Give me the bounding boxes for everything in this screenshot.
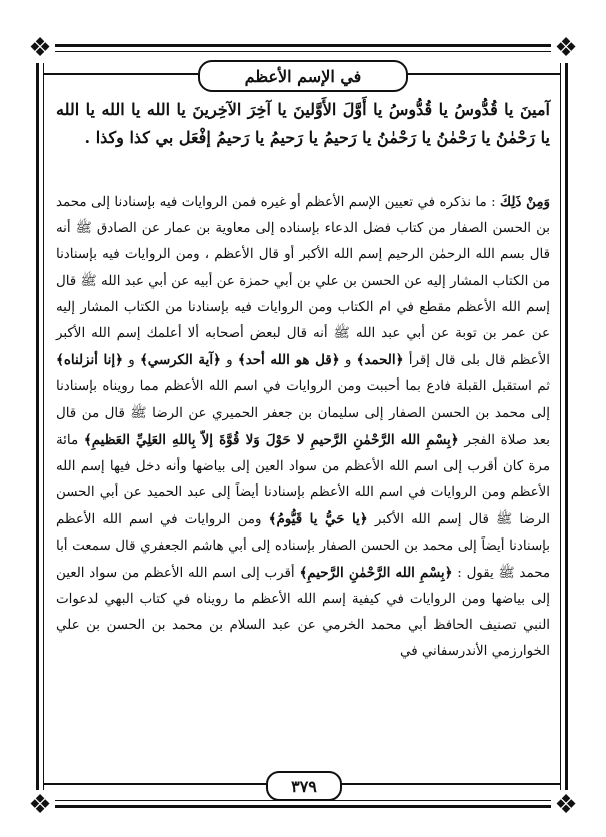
text-segment: و [128, 353, 135, 369]
header-rule-left [43, 73, 198, 75]
supplication-paragraph: آمينَ يا قُدُّوسُ يا قُدُّوسُ يا أَوَّلَ الأَوَّلينَ يا آخِرَ الآخِرينَ يا الله يا الله يا الله يا رَحْمٰنُ يا رَحْمٰنُ يا رَحْمٰنُ يا رَحيمُ يا رَحيمُ يا رَحيمُ إفْعَل بي كذا وكذا . [56, 100, 550, 147]
corner-ornament-top-right: ❖ [551, 33, 581, 63]
corner-ornament-bottom-right: ❖ [551, 790, 581, 820]
quran-citation: ﴿آية الكرسي﴾ [139, 352, 221, 369]
text-segment: ثم استقبل القبلة فادع بما أحببت ومن الروايات في اسم الله الأعظم مما رويناه بإسنادنا إلى محمد بن الحسن الصفار إلى سليمان بن جعفر الحميري عن الرضا ﷺ قال من قال بعد صلاة الفجر [56, 379, 550, 448]
text-segment: : ما نذكره في تعيين الإسم الأعظم أو غيره فمن الروايات فيه بإسنادنا إلى محمد بن الحسن الصفار من كتاب فضل الدعاء بإسناده إلى معاوية بن عمار عن الصادق ﷺ أنه قال بسم الله الرحمٰن الرحيم إسم الله الأكبر أو قال الأعظم ، ومن الروايات فيه بإسنادنا من الكتاب المشار إليه عن الحسن بن علي بن أبي حمزة عن أبيه عن أبي عبد الله ﷺ قال إسم الله الأعظم مقطع في ام الكتاب ومن الروايات فيه بإسنادنا من الكتاب المشار إليه عن عمر بن توبة عن أبي عبد الله ﷺ أنه قال لبعض أصحابه ألا أعلمك إسم الله الأكبر الأعظم قال بلى قال إقرأ [56, 195, 550, 369]
quran-citation: ﴿بِسْمِ الله الرَّحْمٰنِ الرَّحيمِ﴾ [299, 564, 453, 581]
main-paragraph [56, 189, 550, 666]
page-title: في الإسم الأعظم [198, 60, 408, 92]
quran-citation: ﴿بِسْمِ الله الرَّحْمٰنِ الرَّحيمِ لا حَوْلَ وَلا قُوَّةَ إلاّ بِاللهِ العَلِيِّ العَظيمِ﴾ [83, 431, 459, 448]
quran-citation: ﴿إنا أنزلناه﴾ [56, 352, 123, 369]
quran-citation: ﴿يا حَيُّ يا قَيُّومُ﴾ [268, 511, 368, 528]
footer-rule-right [338, 783, 561, 785]
page-content [56, 96, 550, 666]
text-segment: و [344, 353, 352, 369]
page-number: ٣٧٩ [266, 771, 342, 801]
text-segment: مائة مرة كان أقرب إلى اسم الله الأعظم من سواد العين إلى بياضها وأنه دخل فيها إسم الله الأعظم ومن الروايات في اسم الله الأعظم بإسنادنا أيضاً إلى عبد الحميد عن أبي الحسن الرضا ﷺ قال إسم الله الأكبر [56, 432, 550, 528]
text-segment: أقرب إلى اسم الله الأعظم من سواد العين إلى بياضها ومن الروايات في كيفية إسم الله الأعظم ما رويناه في كتاب البهي لدعوات النبي تصنيف الحافظ أبي محمد الخرمي عن عبد السلام بن محمد بن الحسن بن علي الخوارزمي الأندرسفاني في [56, 565, 550, 660]
text-segment: ومن الروايات في اسم الله الأعظم بإسنادنا أيضاً إلى محمد بن الحسن الصفار بإسناده إلى أبي هاشم الجعفري قال سمعت أبا محمد ﷺ يقول : [56, 512, 551, 581]
text-segment: و [226, 353, 233, 369]
quran-citation: ﴿الحمد﴾ [356, 352, 404, 369]
corner-ornament-top-left: ❖ [25, 33, 55, 63]
header-rule-right [404, 73, 561, 75]
corner-ornament-bottom-left: ❖ [25, 790, 55, 820]
footer-rule-left [43, 783, 266, 785]
quran-citation: ﴿قل هو الله أحد﴾ [237, 352, 340, 369]
section-intro: وَمِنْ ذَلِكَ [500, 194, 551, 210]
